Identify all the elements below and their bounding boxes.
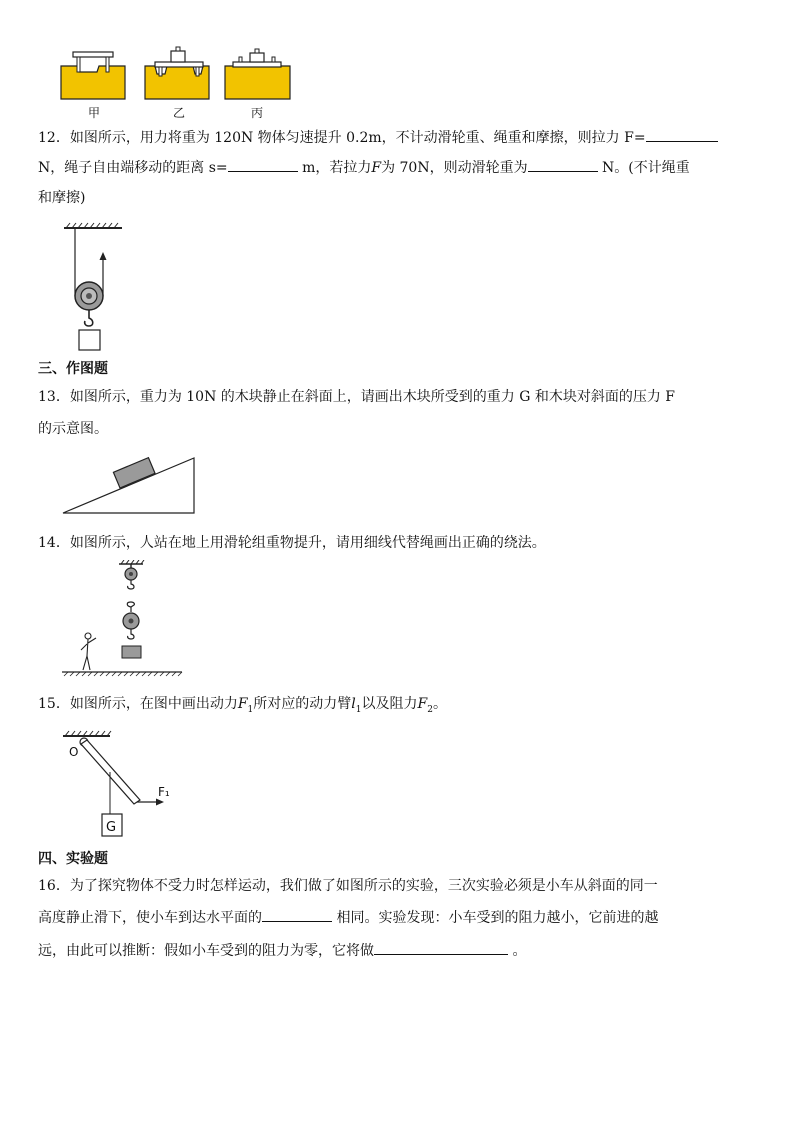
q12-blank-f[interactable] (646, 127, 718, 142)
lever-label-o: O (69, 745, 79, 759)
lever-label-f1: F₁ (158, 785, 170, 799)
q16-text-2a: 高度静止滑下，使小车到达水平面的 (38, 910, 262, 926)
q15-symbol-l1: l (351, 696, 356, 712)
q13-text-1: 13．如图所示，重力为 10N 的木块静止在斜面上，请画出木块所受到的重力 G 和木块对斜面的压力 F (38, 389, 676, 405)
q12-text-2b: m，若拉力 (297, 160, 372, 176)
q16-blank-speed[interactable] (262, 907, 332, 922)
q15-text-c: 以及阻力 (361, 696, 418, 712)
lever-label-g: G (106, 820, 117, 835)
q12-text-3: 和摩擦) (38, 190, 86, 206)
q12-line-1 (38, 127, 718, 148)
q13-line-2 (38, 419, 108, 439)
q12-blank-s[interactable] (228, 157, 298, 172)
q16-line-2 (38, 907, 658, 928)
section-4-heading: 四、实验题 (38, 851, 108, 867)
q15-symbol-f2-sub: 2 (427, 704, 433, 715)
q15-line-1 (38, 694, 447, 720)
q15-text-b: 所对应的动力臂 (253, 696, 352, 712)
q16-line-3 (38, 940, 526, 961)
q15-symbol-f1: F (237, 696, 248, 712)
q16-line-1 (38, 876, 658, 896)
q12-text-2c: 为 70N，则动滑轮重为 (381, 160, 528, 176)
q16-text-3b: 。 (508, 943, 527, 959)
q12-text-2d: N。(不计绳重 (597, 160, 690, 176)
q16-text-3a: 远，由此可以推断：假如小车受到的阻力为零，它将做 (38, 943, 374, 959)
q14-line-1 (38, 533, 546, 553)
movable-pulley-figure (60, 222, 130, 354)
q12-line-2 (38, 157, 690, 178)
q16-text-1: 16．为了探究物体不受力时怎样运动，我们做了如图所示的实验，三次实验必须是小车从斜面的同一 (38, 878, 658, 894)
incline-block-figure (60, 452, 200, 518)
pulley-system-figure (58, 560, 188, 680)
caption-jia: 甲 (88, 106, 101, 120)
q15-symbol-f1-sub: 1 (247, 704, 254, 715)
q12-text-2a: N，绳子自由端移动的距离 s= (38, 160, 228, 176)
figure-bing (225, 49, 290, 99)
q16-text-2b: 相同。实验发现：小车受到的阻力越小，它前进的越 (332, 910, 659, 926)
q12-text-1: 12．如图所示，用力将重为 120N 物体匀速提升 0.2m，不计动滑轮重、绳重和摩擦，则拉力 F= (38, 130, 646, 146)
q13-line-1 (38, 387, 675, 407)
figure-jia (61, 52, 125, 99)
q12-blank-pulley-weight[interactable] (528, 157, 598, 172)
q15-text-a: 15．如图所示，在图中画出动力 (38, 696, 238, 712)
q14-text-1: 14．如图所示，人站在地上用滑轮组重物提升，请用细线代替绳画出正确的绕法。 (38, 535, 546, 551)
q15-symbol-l1-sub: 1 (355, 704, 362, 715)
caption-bing: 丙 (251, 106, 264, 120)
q12-line-3 (38, 188, 85, 208)
section-3-heading: 三、作图题 (38, 361, 108, 377)
figure-yi (145, 47, 209, 99)
caption-yi: 乙 (173, 106, 186, 120)
q16-blank-motion[interactable] (374, 940, 508, 955)
q15-symbol-f2: F (417, 696, 428, 712)
q12-force-symbol: F (371, 160, 382, 176)
q13-text-2: 的示意图。 (38, 421, 108, 437)
q15-text-d: 。 (432, 696, 447, 712)
